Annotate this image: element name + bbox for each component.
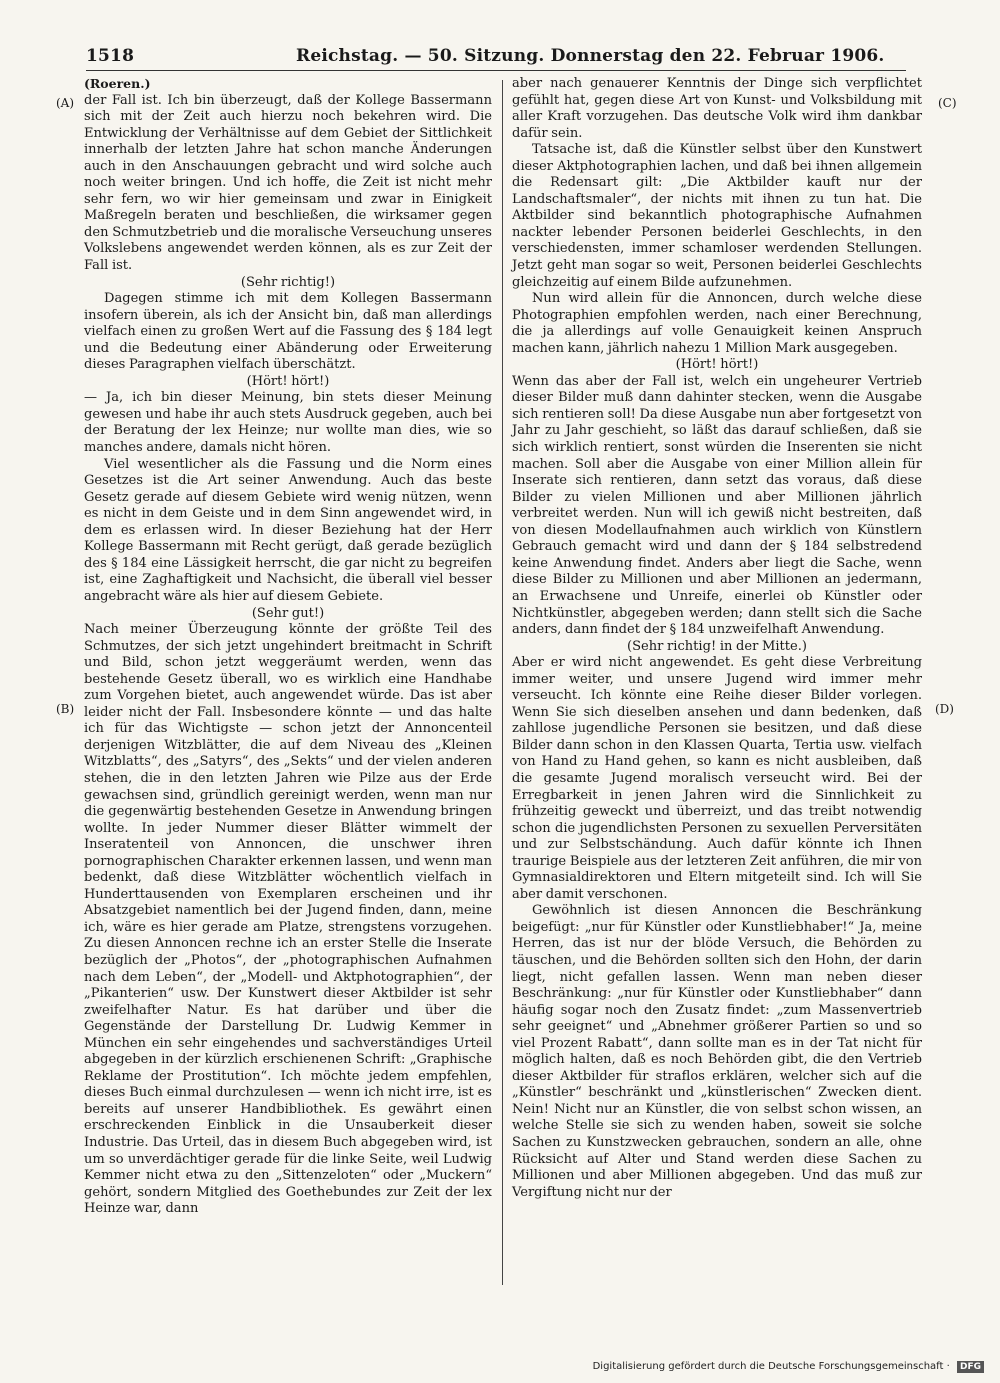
paragraph: Tatsache ist, daß die Künstler selbst über den Kunstwert dieser Aktphotographien lachen, und daß bei ihnen allgemein die Redensart gilt: „Die Aktbilder kauft nur der Landschaftsmaler“, der nichts mit ihnen zu tun hat. Die Aktbilder sind bekanntlich photographische Aufnahmen nackter lebender Personen beiderlei Geschlechts, in den verschiedensten, immer schamloser werdenden Stellungen. Jetzt geht man sogar so weit, Personen beiderlei Geschlechts gleichzeitig auf einem Bilde aufzunehmen.	[512, 142, 922, 290]
margin-mark-a: (A)	[56, 96, 75, 110]
paragraph: Dagegen stimme ich mit dem Kollegen Bassermann insofern überein, als ich der Ansicht bin, daß man allerdings vielfach einen zu großen Wert auf die Fassung des § 184 legt und die Bedeutung einer Abänderung oder Erweiterung dieses Paragraphen vielfach überschätzt.	[84, 291, 492, 373]
interjection: (Hört! hört!)	[675, 357, 759, 373]
footer-credit	[593, 1361, 984, 1373]
interjection: (Sehr gut!)	[251, 605, 325, 621]
interjection: (Hört! hört!)	[246, 373, 330, 389]
interjection: (Sehr richtig!)	[240, 274, 336, 290]
dfg-logo: DFG	[957, 1361, 984, 1373]
column-divider	[502, 80, 503, 1285]
paragraph: der Fall ist. Ich bin überzeugt, daß der Kollege Bassermann sich mit der Zeit auch hierzu noch bekehren wird. Die Entwicklung der Verhältnisse auf dem Gebiet der Sittlichkeit innerhalb der letzten Jahre hat schon manche Änderungen auch in den Anschauungen gebracht und wird solche auch noch weiter bringen. Und ich hoffe, die Zeit ist nicht mehr sehr fern, wo wir hier gemeinsam und zwar in Einigkeit Maßregeln beraten und beschließen, die wirksamer gegen den Schmutzbetrieb und die moralische Verseuchung unseres Volkslebens angewendet werden können, als es zur Zeit der Fall ist.	[84, 92, 492, 274]
right-column	[512, 76, 922, 1201]
margin-mark-c: (C)	[938, 96, 957, 110]
margin-mark-d: (D)	[935, 702, 954, 716]
footer-text: Digitalisierung gefördert durch die Deutsche Forschungsgemeinschaft ·	[592, 1361, 950, 1372]
margin-mark-b: (B)	[56, 702, 75, 716]
speaker-name: (Roeren.)	[84, 76, 151, 91]
interjection: (Sehr richtig! in der Mitte.)	[627, 638, 807, 654]
paragraph: Nun wird allein für die Annoncen, durch welche diese Photographien empfohlen werden, nach einer Berechnung, die ja allerdings auf volle Genauigkeit keinen Anspruch machen kann, jährlich nahezu 1 Million Mark ausgegeben.	[512, 291, 922, 356]
page-title: Reichstag. — 50. Sitzung. Donnerstag den 22. Februar 1906.	[296, 46, 885, 66]
paragraph: Viel wesentlicher als die Fassung und die Norm eines Gesetzes ist die Art seiner Anwendung. Auch das beste Gesetz gerade auf diesem Gebiete wird wenig nützen, wenn es nicht in dem Geiste und in dem Sinn angewendet wird, in dem es erlassen wird. In dieser Beziehung hat der Herr Kollege Bassermann mit Recht gerügt, daß gerade bezüglich des § 184 eine Lässigkeit herrscht, die gar nicht zu begreifen ist, eine Zaghaftigkeit und Nachsicht, die überall viel besser angebracht wäre als hier auf diesem Gebiete.	[84, 456, 492, 604]
paragraph: — Ja, ich bin dieser Meinung, bin stets dieser Meinung gewesen und habe ihr auch stets Ausdruck gegeben, auch bei der Beratung der lex Heinze; nur wollte man dies, wie so manches andere, damals nicht hören.	[84, 390, 492, 456]
paragraph: Gewöhnlich ist diesen Annoncen die Beschränkung beigefügt: „nur für Künstler oder Kunstliebhaber!“ Ja, meine Herren, das ist nur der blöde Versuch, die Behörden zu täuschen, und die Behörden sollten sich den Hohn, der darin liegt, nicht gefallen lassen. Wenn man neben dieser Beschränkung: „nur für Künstler oder Kunstliebhaber“ dann häufig sogar noch den Zusatz findet: „zum Massenvertrieb sehr geeignet“ und „Abnehmer größerer Partien so und so viel Prozent Rabatt“, dann sollte man es in der Tat nicht für möglich halten, daß es noch Behörden gibt, die den Vertrieb dieser Aktbilder für straflos erklären, welcher sich auf die „Künstler“ beschränkt und „künstlerischen“ Zwecken dient. Nein! Nicht nur an Künstler, die von selbst schon wissen, an welche Stelle sie sich zu wenden haben, soweit sie solche Sachen zu Kunstzwecken gebrauchen, sondern an alle, ohne Rücksicht auf Alter und Stand werden diese Sachen zu Millionen und aber Millionen abgegeben. Und das muß zur Vergiftung nicht nur der	[512, 903, 922, 1200]
paragraph: aber nach genauerer Kenntnis der Dinge sich verpflichtet gefühlt hat, gegen diese Art von Kunst- und Volksbildung mit aller Kraft vorzugehen. Das deutsche Volk wird ihm dankbar dafür sein.	[512, 76, 922, 141]
paragraph: Nach meiner Überzeugung könnte der größte Teil des Schmutzes, der sich jetzt ungehindert breitmacht in Schrift und Bild, schon jetzt weggeräumt werden, wenn das bestehende Gesetz überall, wo es wirklich eine Handhabe zum Vorgehen bietet, auch angewendet würde. Das ist aber leider nicht der Fall. Insbesondere könnte — und das halte ich für das Wichtigste — schon jetzt der Annoncenteil derjenigen Witzblätter, die auf dem Niveau des „Kleinen Witzblatts“, des „Satyrs“, des „Sekts“ und der vielen anderen stehen, die in den letzten Jahren wie Pilze aus der Erde gewachsen sind, gründlich gereinigt werden, wenn man nur die gegenwärtig bestehenden Gesetze in Anwendung bringen wollte. In jeder Nummer dieser Blätter wimmelt der Inseratenteil von Annoncen, die unschwer ihren pornographischen Charakter erkennen lassen, und wenn man bedenkt, daß diese Witzblätter wöchentlich vielfach in Hunderttausenden von Exemplaren erscheinen und ihr Absatzgebiet namentlich bei der Jugend finden, dann, meine ich, wäre es hier gerade am Platze, strengstens vorzugehen. Zu diesen Annoncen rechne ich an erster Stelle die Inserate bezüglich der „Photos“, der „photographischen Aufnahmen nach dem Leben“, der „Modell- und Aktphotographien“, der „Pikanterien“ usw. Der Kunstwert dieser Aktbilder ist sehr zweifelhafter Natur. Es hat darüber und über die Gegenstände der Darstellung Dr. Ludwig Kemmer in München ein sehr eingehendes und sachverständiges Urteil abgegeben in der kürzlich erschienenen Schrift: „Graphische Reklame der Prostitution“. Ich möchte jedem empfehlen, dieses Buch einmal durchzulesen — wenn ich nicht irre, ist es bereits auf unserer Handbibliothek. Es gewährt einen erschreckenden Einblick in die Unsauberkeit dieser Industrie. Das Urteil, das in diesem Buch abgegeben wird, ist um so unverdächtiger gerade für die linke Seite, weil Ludwig Kemmer nicht etwa zu den „Sittenzeloten“ oder „Muckern“ gehört, sondern Mitglied des Goethebundes zur Zeit der lex Heinze war, dann	[84, 622, 492, 1217]
paragraph: Aber er wird nicht angewendet. Es geht diese Verbreitung immer weiter, und unsere Jugend wird immer mehr verseucht. Ich könnte eine Reihe dieser Bilder vorlegen. Wenn Sie sich dieselben ansehen und dann bedenken, daß zahllose jugendliche Personen sie besitzen, und daß diese Bilder dann schon in den Klassen Quarta, Tertia usw. vielfach von Hand zu Hand gehen, so kann es nicht ausbleiben, daß die gesamte Jugend moralisch verseucht wird. Bei der Erregbarkeit in jenen Jahren wird die Sinnlichkeit zu frühzeitig geweckt und überreizt, und das treibt notwendig schon die jugendlichsten Personen zu sexuellen Perversitäten und zur Selbstschändung. Auch dafür könnte ich Ihnen traurige Beispiele aus der letzteren Zeit anführen, die mir von Gymnasialdirektoren und Eltern mitgeteilt sind. Ich will Sie aber damit verschonen.	[512, 655, 922, 902]
paragraph: Wenn das aber der Fall ist, welch ein ungeheurer Vertrieb dieser Bilder muß dann dahinter stecken, wenn die Ausgabe sich rentieren soll! Da diese Ausgabe nun aber fortgesetzt von Jahr zu Jahr geschieht, so läßt das darauf schließen, daß sie sich wirklich rentiert, sonst würden die Inserenten sie nicht machen. Soll aber die Ausgabe von einer Million allein für Inserate sich rentieren, dann setzt das voraus, daß diese Bilder zu vielen Millionen und aber Millionen jährlich verbreitet werden. Nun will ich gewiß nicht bestreiten, daß von diesen Modellaufnahmen auch wirklich von Künstlern Gebrauch gemacht wird und dann der § 184 selbstredend keine Anwendung findet. Anders aber liegt die Sache, wenn diese Bilder zu Millionen und aber Millionen an jedermann, an Erwachsene und Unreife, einerlei ob Künstler oder Nichtkünstler, abgegeben werden; dann stellt sich die Sache anders, dann findet der § 184 unzweifelhaft Anwendung.	[512, 373, 922, 638]
page-number: 1518	[86, 46, 135, 66]
page-header	[86, 46, 906, 71]
left-column	[84, 76, 492, 1218]
